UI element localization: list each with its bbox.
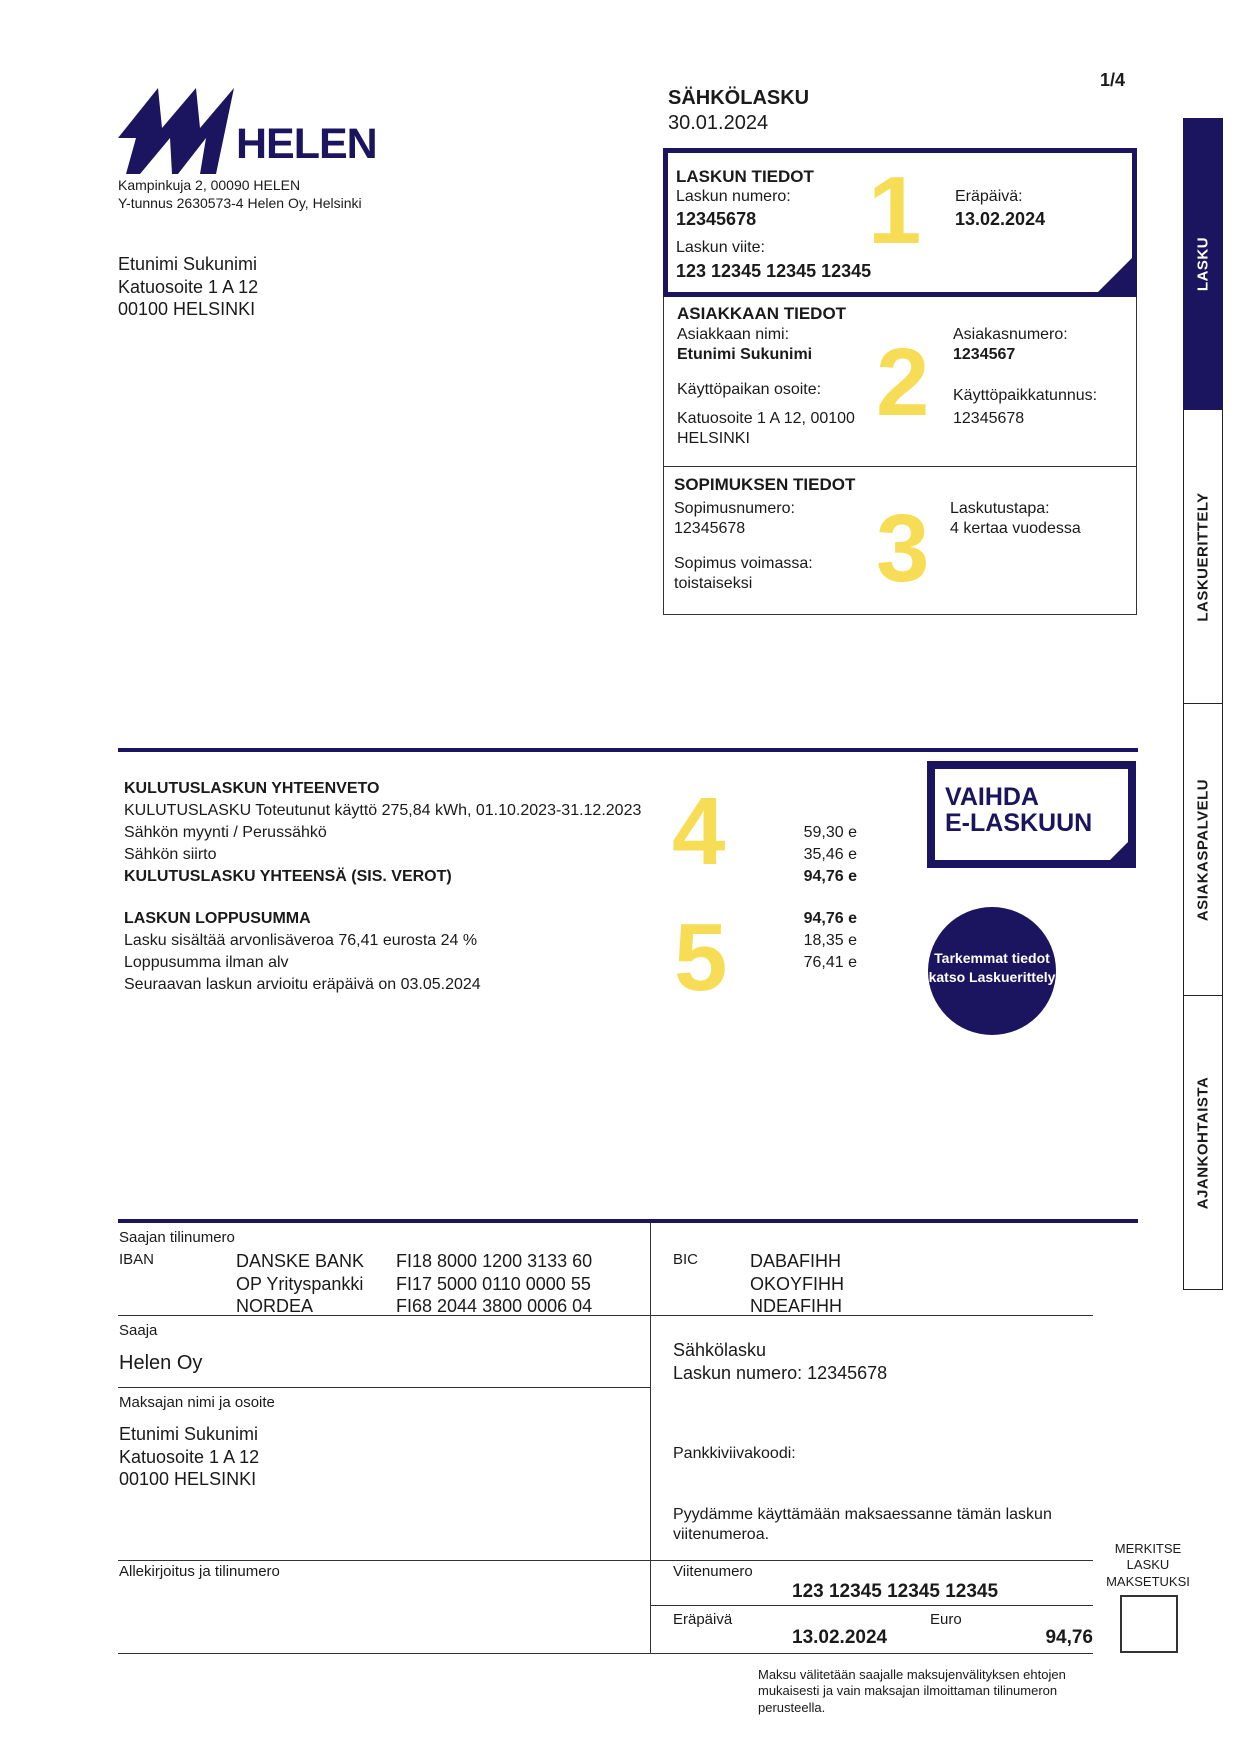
customer-number-label: Asiakasnumero: (953, 326, 1068, 343)
mark-paid-label: MERKITSE LASKU MAKSETUKSI (1106, 1541, 1190, 1589)
final-line-net: Loppusumma ilman alv (124, 954, 289, 971)
payer-label: Maksajan nimi ja osoite (119, 1394, 275, 1411)
tab-ajankohtaista[interactable]: AJANKOHTAISTA (1183, 996, 1223, 1290)
barcode-label: Pankkiviivakoodi: (673, 1445, 796, 1462)
bank-ibans (396, 1250, 592, 1318)
doc-title: SÄHKÖLASKU (668, 87, 810, 109)
payer-name: Etunimi Sukunimi (119, 1424, 259, 1444)
bank-names (236, 1250, 364, 1318)
marker-4: 4 (672, 778, 726, 885)
final-line-next-due: Seuraavan laskun arvioitu eräpäivä on 03.05.2024 (124, 976, 481, 993)
payee-name: Helen Oy (119, 1352, 203, 1374)
final-amount-net: 76,41 e (803, 954, 857, 971)
bank-bics (750, 1250, 844, 1318)
tab-laskuerittely[interactable]: LASKUERITTELY (1183, 410, 1223, 704)
marker-1: 1 (868, 157, 922, 264)
slip-due-label: Eräpäivä (673, 1611, 733, 1628)
summary-line-transfer: Sähkön siirto (124, 846, 217, 863)
iban-op: FI17 5000 0110 0000 55 (396, 1273, 591, 1294)
slip-due-date: 13.02.2024 (792, 1627, 888, 1648)
customer-info-title: ASIAKKAAN TIEDOT (677, 304, 847, 323)
page-number: 1/4 (1100, 70, 1126, 90)
final-total: 94,76 e (803, 910, 857, 927)
ebill-button[interactable] (927, 761, 1136, 868)
site-address-line2: HELSINKI (677, 430, 750, 447)
slip-desc: Sähkölasku (673, 1340, 767, 1360)
payee-label: Saaja (119, 1322, 158, 1339)
bic-op: OKOYFIHH (750, 1273, 845, 1294)
ebill-line2: E-LASKUUN (945, 809, 1093, 837)
recipient-name: Etunimi Sukunimi (118, 254, 258, 274)
slip-invoice-number: Laskun numero: 12345678 (673, 1363, 888, 1383)
marker-3: 3 (876, 495, 930, 602)
marker-5: 5 (674, 904, 728, 1011)
site-id-label: Käyttöpaikkatunnus: (953, 387, 1098, 404)
recipient-city: 00100 HELSINKI (118, 299, 256, 319)
payer-city: 00100 HELSINKI (119, 1469, 257, 1489)
helen-logo-mark-icon (118, 88, 238, 174)
contract-valid: toistaiseksi (674, 575, 753, 592)
bank-name-danske: DANSKE BANK (236, 1251, 365, 1271)
bank-name-nordea: NORDEA (236, 1296, 314, 1316)
bic-danske: DABAFIHH (750, 1251, 842, 1271)
recipient-address (118, 253, 258, 321)
payment-divider (118, 1219, 1138, 1223)
signature-label: Allekirjoitus ja tilinumero (119, 1563, 280, 1580)
doc-date: 30.01.2024 (668, 112, 769, 134)
helen-logo-text: HELEN (236, 120, 377, 168)
helen-logo (118, 88, 378, 174)
final-title: LASKUN LOPPUSUMMA (124, 910, 311, 927)
marker-2: 2 (876, 329, 930, 436)
tab-asiakaspalvelu[interactable]: ASIAKASPALVELU (1183, 704, 1223, 996)
contract-info-title: SOPIMUKSEN TIEDOT (674, 475, 856, 494)
due-date-label: Eräpäivä: (955, 188, 1023, 205)
summary-amount-sales: 59,30 e (803, 824, 857, 841)
customer-name-label: Asiakkaan nimi: (677, 326, 790, 343)
summary-line-usage: KULUTUSLASKU Toteutunut käyttö 275,84 kWh, 01.10.2023-31.12.2023 (124, 802, 642, 819)
iban-nordea: FI68 2044 3800 0006 04 (396, 1296, 593, 1316)
bic-label: BIC (673, 1251, 699, 1268)
ebill-corner-icon (1102, 834, 1136, 868)
summary-line-sales: Sähkön myynti / Perussähkö (124, 824, 327, 841)
slip-amount: 94,76 (1045, 1627, 1093, 1648)
ebill-line1: VAIHDA (945, 783, 1039, 811)
customer-name: Etunimi Sukunimi (677, 346, 813, 363)
invoice-number: 12345678 (676, 209, 757, 229)
slip-footer: Maksu välitetään saajalle maksujenvälityksen ehtojen mukaisesti ja vain maksajan ilmoittaman tilinumeron perusteella. (758, 1667, 1066, 1715)
payer-street: Katuosoite 1 A 12 (119, 1446, 260, 1467)
sender-address: Kampinkuja 2, 00090 HELEN (118, 177, 301, 193)
summary-total: 94,76 e (803, 868, 857, 885)
payer-address (119, 1423, 259, 1491)
ref-number: 123 12345 12345 12345 (792, 1581, 999, 1602)
recipient-street: Katuosoite 1 A 12 (118, 276, 259, 297)
invoice-ref: 123 12345 12345 12345 (676, 261, 872, 281)
final-line-vat: Lasku sisältää arvonlisäveroa 76,41 eurosta 24 % (124, 932, 478, 949)
corner-fold-icon (1097, 257, 1133, 293)
final-amount-vat: 18,35 e (803, 932, 857, 949)
contract-info-box (663, 467, 1137, 615)
invoice-ref-label: Laskun viite: (676, 239, 765, 256)
contract-number: 12345678 (674, 520, 746, 537)
summary-total-label: KULUTUSLASKU YHTEENSÄ (SIS. VEROT) (124, 868, 452, 885)
contract-number-label: Sopimusnumero: (674, 500, 795, 517)
due-date: 13.02.2024 (955, 209, 1046, 229)
tab-lasku[interactable]: LASKU (1183, 118, 1223, 410)
account-label: Saajan tilinumero (119, 1229, 235, 1246)
billing-method-label: Laskutustapa: (950, 500, 1050, 517)
customer-info-box (663, 297, 1137, 467)
invoice-number-label: Laskun numero: (676, 188, 791, 205)
summary-title: KULUTUSLASKUN YHTEENVETO (124, 780, 380, 797)
bic-nordea: NDEAFIHH (750, 1296, 843, 1316)
invoice-info-title: LASKUN TIEDOT (676, 167, 814, 186)
contract-valid-label: Sopimus voimassa: (674, 555, 813, 572)
euro-label: Euro (930, 1611, 962, 1628)
billing-method: 4 kertaa vuodessa (950, 520, 1081, 537)
sender-business-id: Y-tunnus 2630573-4 Helen Oy, Helsinki (118, 195, 362, 211)
details-circle-line2: katso Laskuerittely (928, 969, 1056, 985)
summary-divider (118, 748, 1138, 752)
customer-number: 1234567 (953, 346, 1016, 363)
iban-label: IBAN (119, 1251, 155, 1268)
site-address-line1: Katuosoite 1 A 12, 00100 (677, 410, 855, 427)
bank-name-op: OP Yrityspankki (236, 1273, 364, 1294)
details-circle-line1: Tarkemmat tiedot (934, 950, 1050, 966)
iban-danske: FI18 8000 1200 3133 60 (396, 1251, 593, 1271)
invoice-info-box (663, 148, 1137, 297)
ref-number-label: Viitenumero (673, 1563, 753, 1580)
summary-amount-transfer: 35,46 e (803, 846, 857, 863)
site-address-label: Käyttöpaikan osoite: (677, 381, 822, 398)
mark-paid-checkbox[interactable] (1120, 1595, 1178, 1653)
reference-request: Pyydämme käyttämään maksaessanne tämän laskun viitenumeroa. (673, 1506, 1052, 1543)
site-id: 12345678 (953, 410, 1025, 427)
details-circle-link[interactable] (928, 907, 1056, 1035)
